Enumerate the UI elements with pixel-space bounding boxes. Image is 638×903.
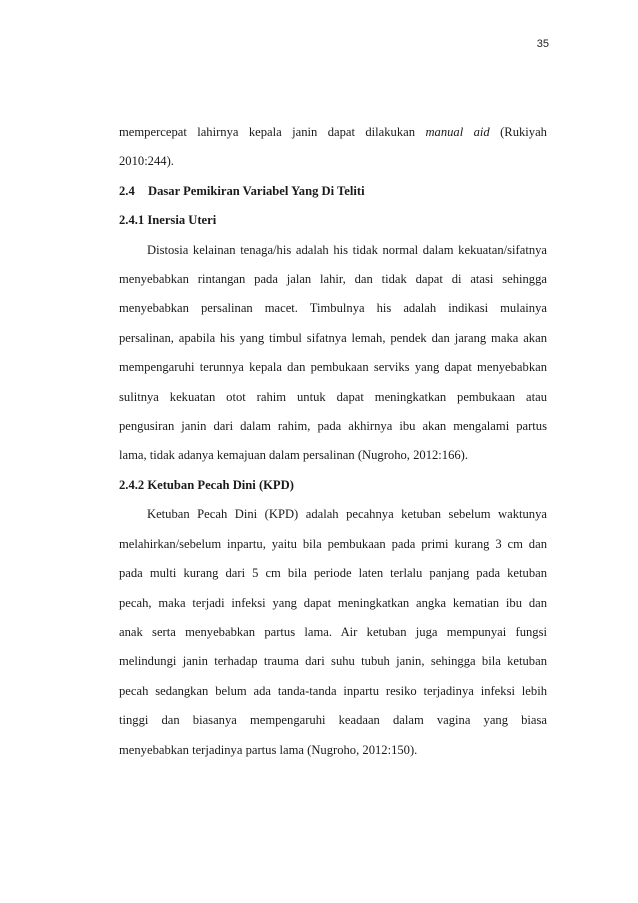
opening-line-2: 2010:244). xyxy=(119,154,174,169)
paragraph-line: menyebabkan terjadinya partus lama (Nugroho, 2012:150). xyxy=(119,742,418,757)
paragraph-line: tinggi dan biasanya mempengaruhi keadaan dalam vagina yang biasa xyxy=(119,713,547,728)
paragraph-line: pecah, maka terjadi infeksi yang dapat meningkatkan angka kematian ibu dan xyxy=(119,595,547,610)
paragraph-line: mempengaruhi terunnya kepala dan pembukaan serviks yang dapat menyebabkan xyxy=(119,360,547,375)
paragraph-line: lama, tidak adanya kemajuan dalam persalinan (Nugroho, 2012:166). xyxy=(119,448,469,463)
section-heading-2-4 xyxy=(119,177,547,206)
paragraph-line: melindungi janin terhadap trauma dari suhu tubuh janin, sehingga bila ketuban xyxy=(119,654,547,669)
subsection-heading-kpd: 2.4.2 Ketuban Pecah Dini (KPD) xyxy=(119,477,294,492)
paragraph-line: Distosia kelainan tenaga/his adalah his tidak normal dalam kekuatan/sifatnya xyxy=(147,242,547,257)
paragraph-line: anak serta menyebabkan partus lama. Air ketuban juga mempunyai fungsi xyxy=(119,624,547,639)
manual-aid-term: manual aid xyxy=(425,125,490,139)
section-title: Dasar Pemikiran Variabel Yang Di Teliti xyxy=(148,183,365,198)
paragraph-inersia-uteri xyxy=(119,236,547,471)
paragraph-line: menyebabkan rintangan pada jalan lahir, dan tidak dapat di atasi sehingga xyxy=(119,272,547,287)
paragraph-line: pada multi kurang dari 5 cm bila periode laten terlalu panjang pada ketuban xyxy=(119,566,547,581)
paragraph-kpd xyxy=(119,500,547,765)
opening-citation-start: (Rukiyah xyxy=(489,125,547,139)
paragraph-line: Ketuban Pecah Dini (KPD) adalah pecahnya ketuban sebelum waktunya xyxy=(147,507,547,522)
page-number: 35 xyxy=(536,38,549,50)
paragraph-line: melahirkan/sebelum inpartu, yaitu bila pembukaan pada primi kurang 3 cm dan xyxy=(119,536,547,551)
document-body xyxy=(119,118,547,765)
paragraph-line: persalinan, apabila his yang timbul sifatnya lemah, pendek dan jarang maka akan xyxy=(119,330,547,345)
paragraph-line: sulitnya kekuatan otot rahim untuk dapat meningkatkan pembukaan atau xyxy=(119,389,547,404)
paragraph-line: menyebabkan persalinan macet. Timbulnya his adalah indikasi mulainya xyxy=(119,301,547,316)
paragraph-line: pengusiran janin dari dalam rahim, pada akhirnya ibu akan mengalami partus xyxy=(119,419,547,434)
opening-line-1 xyxy=(119,118,547,147)
opening-text: mempercepat lahirnya kepala janin dapat dilakukan xyxy=(119,125,426,139)
paragraph-line: pecah sedangkan belum ada tanda-tanda inpartu resiko terjadinya infeksi lebih xyxy=(119,683,547,698)
subsection-heading-inersia-uteri: 2.4.1 Inersia Uteri xyxy=(119,213,217,228)
section-number: 2.4 xyxy=(119,183,135,198)
